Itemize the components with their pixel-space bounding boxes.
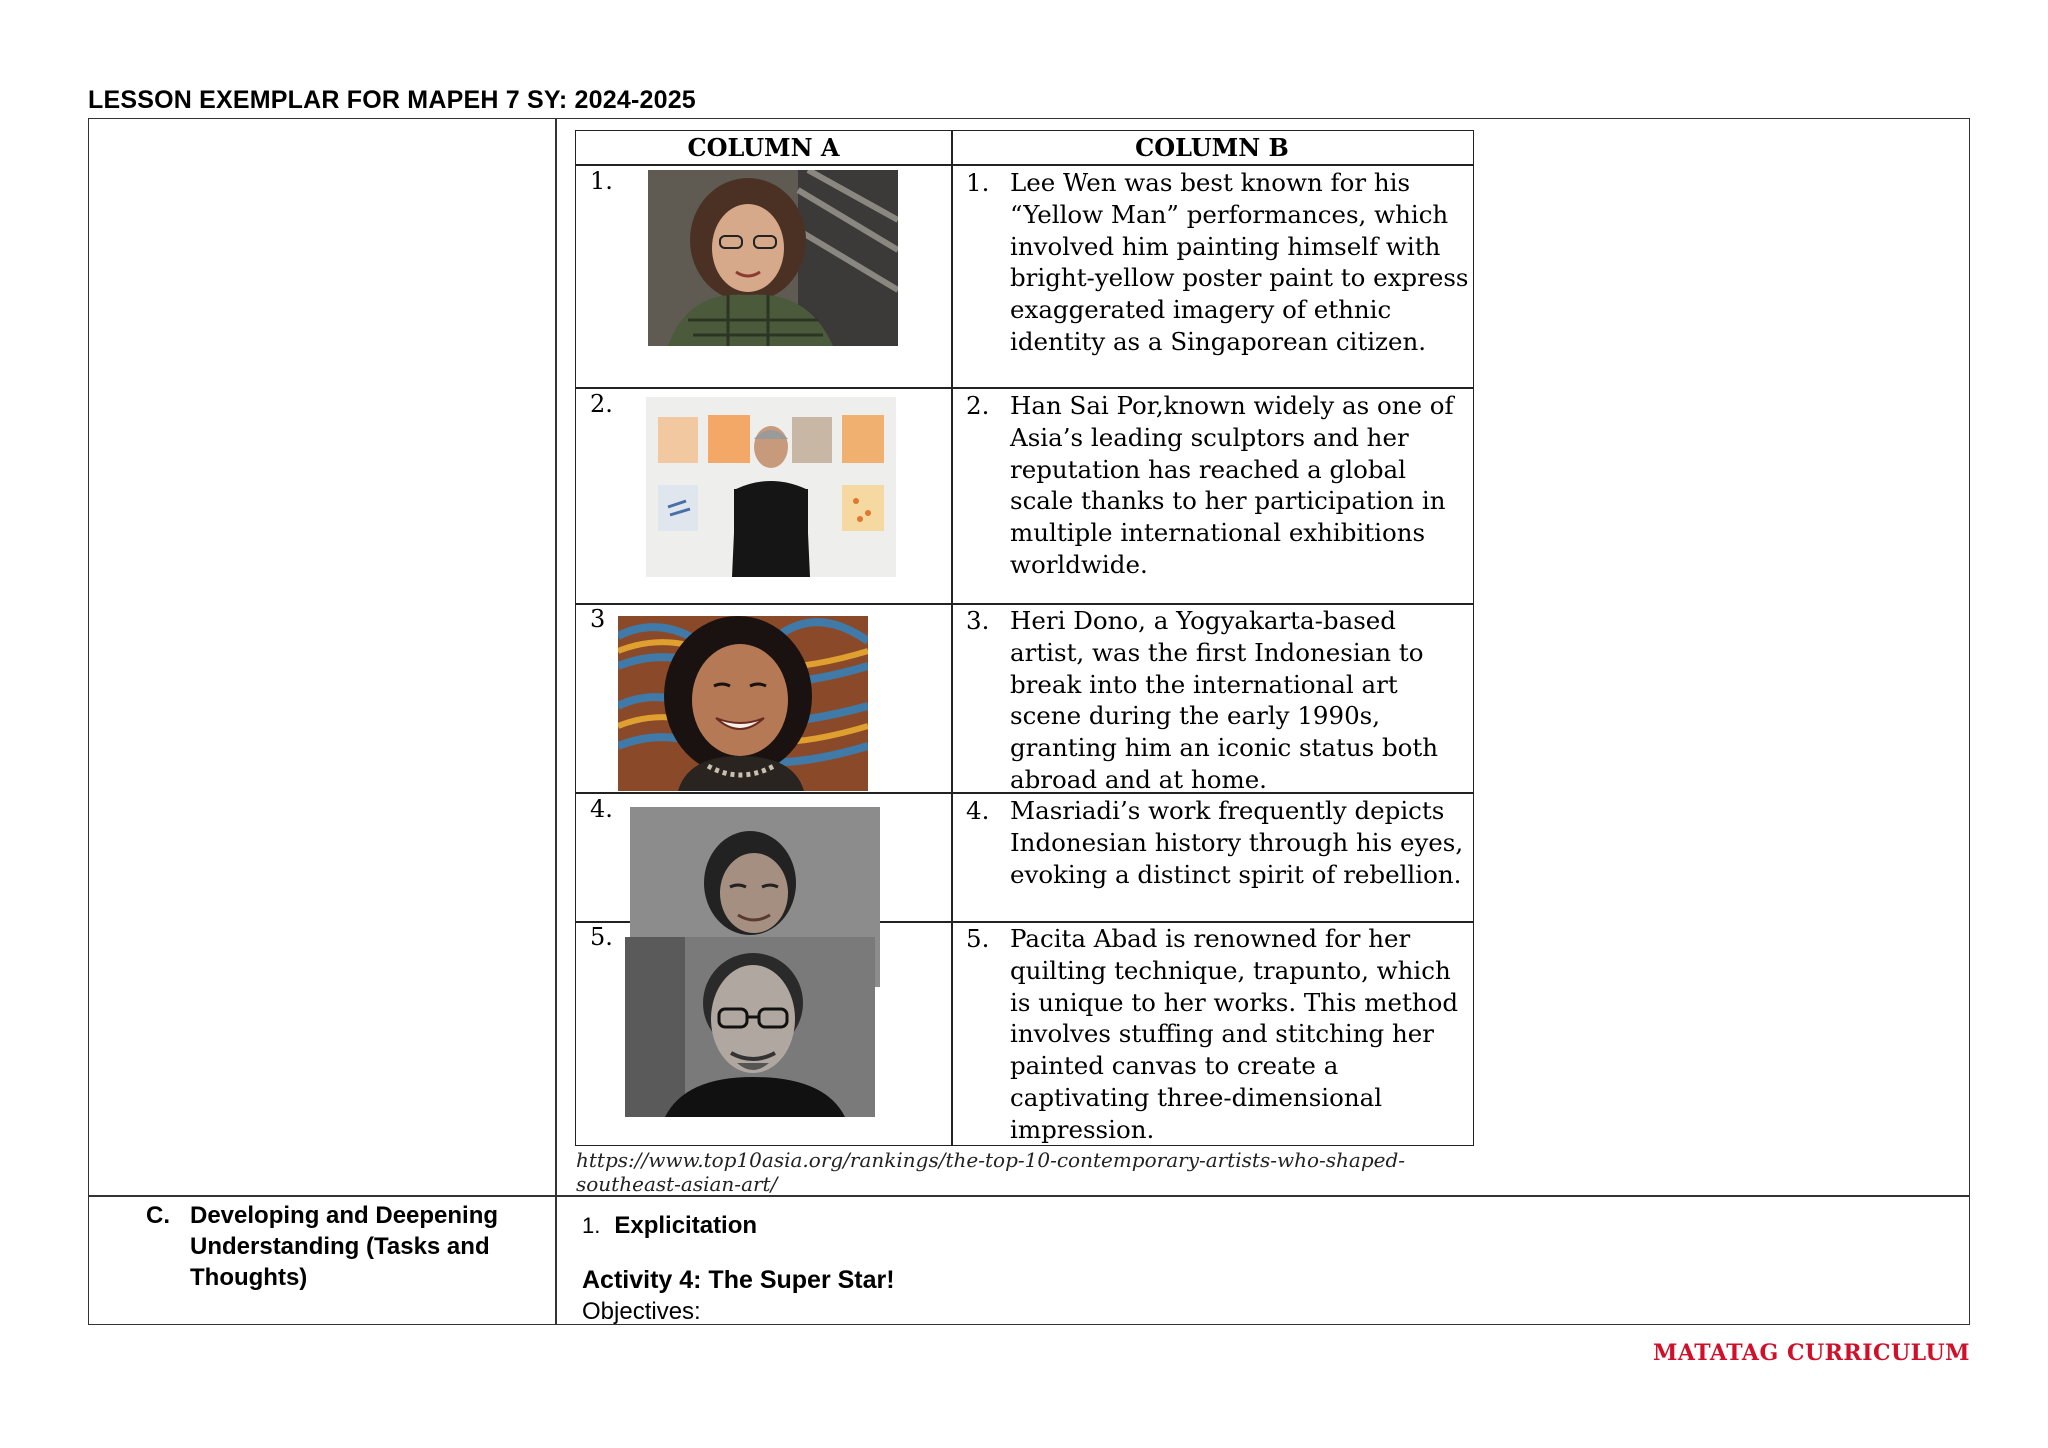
- column-b-text: Masriadi’s work frequently depicts Indonesian history through his eyes, evoking a distinct spirit of rebellion.: [1010, 796, 1464, 889]
- portrait-woman-curly-hair-icon: [648, 170, 898, 346]
- matching-column-divider: [951, 131, 953, 1145]
- column-b-text: Han Sai Por,known widely as one of Asia’s leading sculptors and her reputation has reached a global scale thanks to her participation in multiple international exhibitions worldwide.: [1010, 391, 1454, 579]
- column-a-number: 5.: [590, 923, 613, 951]
- document-title: LESSON EXEMPLAR FOR MAPEH 7 SY: 2024-2025: [88, 86, 696, 114]
- column-a-number: 1.: [590, 167, 613, 195]
- column-b-number: 3.: [966, 606, 990, 635]
- column-b-number: 1.: [966, 168, 990, 197]
- item-title: Explicitation: [614, 1212, 758, 1239]
- portrait-man-glasses-icon: [625, 937, 875, 1117]
- portrait-woman-smiling-icon: [618, 616, 868, 791]
- matching-header-line: [576, 164, 1473, 166]
- matching-row-line: [576, 387, 1473, 389]
- source-link[interactable]: https://www.top10asia.org/rankings/the-top-10-contemporary-artists-who-shaped-southeast-asian-art/: [576, 1148, 1406, 1196]
- column-divider: [555, 119, 557, 1324]
- explicitation-heading: [582, 1212, 757, 1240]
- footer-brand: MATATAG CURRICULUM: [1653, 1340, 1970, 1366]
- portrait-man-gallery-icon: [646, 397, 896, 577]
- item-number: 1.: [582, 1213, 601, 1238]
- column-b-text: Pacita Abad is renowned for her quilting technique, trapunto, which is unique to her works. This method involves stuffing and stitching her painted canvas to create a captivating three-dimensional impression.: [1010, 924, 1459, 1144]
- column-b-number: 5.: [966, 924, 990, 953]
- column-a-number: 2.: [590, 390, 613, 418]
- column-a-header: COLUMN A: [687, 133, 840, 162]
- column-a-number: 3: [590, 605, 606, 633]
- section-letter: C.: [146, 1202, 170, 1229]
- column-b-text: Lee Wen was best known for his “Yellow Man” performances, which involved him painting himself with bright-yellow poster paint to express exaggerated imagery of ethnic identity as a Singaporean citizen.: [1010, 168, 1469, 356]
- objectives-label: Objectives:: [582, 1298, 701, 1325]
- column-a-number: 4.: [590, 795, 613, 823]
- column-b-text: Heri Dono, a Yogyakarta-based artist, was the first Indonesian to break into the international art scene during the early 1990s, granting him an iconic status both abroad and at home.: [1010, 606, 1439, 794]
- column-b-header: COLUMN B: [1135, 133, 1289, 162]
- column-b-number: 2.: [966, 391, 990, 420]
- activity-title: Activity 4: The Super Star!: [582, 1266, 895, 1294]
- column-b-number: 4.: [966, 796, 990, 825]
- matching-table: [575, 130, 1474, 1146]
- section-title: Developing and Deepening Understanding (Tasks and Thoughts): [190, 1202, 499, 1291]
